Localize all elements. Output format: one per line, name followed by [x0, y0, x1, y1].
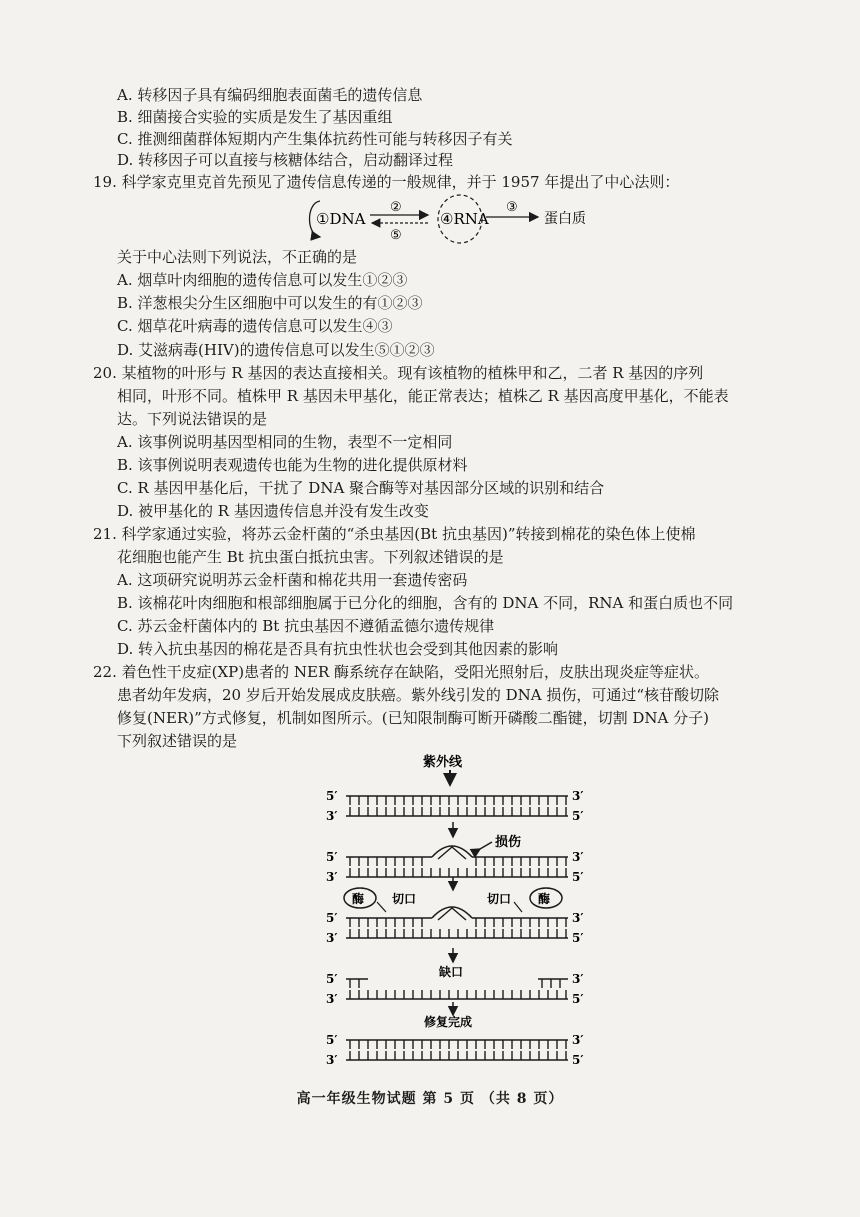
dna-stage-3-3prime-top: 3′: [572, 911, 584, 925]
q19-prompt: 关于中心法则下列说法，不正确的是: [117, 248, 358, 266]
damage-label: 损伤: [495, 835, 522, 850]
dna-stage-3-5prime-bottom: 5′: [572, 931, 584, 945]
dna-stage-4-5prime-top: 5′: [326, 972, 338, 986]
damage-pointer: [480, 842, 492, 849]
ner-repair-diagram: [320, 752, 590, 1070]
q21-option-b: B. 该棉花叶肉细胞和根部细胞属于已分化的细胞，含有的 DNA 不同，RNA 和蛋白质也不同: [117, 594, 734, 612]
q20-stem-3: 达。下列说法错误的是: [117, 410, 268, 428]
q18-option-d: D. 转移因子可以直接与核糖体结合，启动翻译过程: [117, 151, 454, 169]
q21-stem-1: 21. 科学家通过实验，将苏云金杆菌的“杀虫基因(Bt 抗虫基因)”转接到棉花的染色体上使棉: [93, 525, 696, 543]
protein-label: 蛋白质: [544, 211, 586, 227]
rna-label: ④RNA: [440, 210, 489, 228]
dna-stage-4-3prime-top: 3′: [572, 972, 584, 986]
q22-stem-1: 22. 着色性干皮症(XP)患者的 NER 酶系统存在缺陷，受阳光照射后，皮肤出现炎症等症状。: [93, 663, 710, 681]
dna-stage-3-3prime-bottom: 3′: [326, 931, 338, 945]
dna-stage-1-5prime-top: 5′: [326, 789, 338, 803]
q18-option-c: C. 推测细菌群体短期内产生集体抗药性可能与转移因子有关: [117, 130, 513, 148]
q19-option-a: A. 烟草叶肉细胞的遗传信息可以发生①②③: [117, 271, 408, 289]
dna-stage-5-3prime-bottom: 3′: [326, 1053, 338, 1067]
q19-stem: 19. 科学家克里克首先预见了遗传信息传递的一般规律，并于 1957 年提出了中心法则：: [93, 173, 680, 191]
dna-stage-5-5prime-top: 5′: [326, 1033, 338, 1047]
page-footer: 高一年级生物试题 第 5 页 （共 8 页）: [296, 1091, 564, 1107]
cut-right-pointer: [514, 902, 522, 912]
q19-option-d: D. 艾滋病毒(HIV)的遗传信息可以发生⑤①②③: [117, 341, 435, 359]
central-dogma-diagram: [300, 193, 630, 245]
q20-stem-1: 20. 某植物的叶形与 R 基因的表达直接相关。现有该植物的植株甲和乙，二者 R 基因的序列: [93, 364, 704, 382]
q18-option-b: B. 细菌接合实验的实质是发生了基因重组: [117, 108, 393, 126]
enzyme-left-label: 酶: [352, 892, 365, 906]
q22-stem-2: 患者幼年发病，20 岁后开始发展成皮肤癌。紫外线引发的 DNA 损伤，可通过“核苷酸切除: [117, 686, 720, 704]
cut-right-label: 切口: [487, 892, 512, 906]
uv-label: 紫外线: [423, 755, 463, 770]
q19-option-c: C. 烟草花叶病毒的遗传信息可以发生④③: [117, 317, 393, 335]
dna-stage-5-5prime-bottom: 5′: [572, 1053, 584, 1067]
q21-option-c: C. 苏云金杆菌体内的 Bt 抗虫基因不遵循孟德尔遗传规律: [117, 617, 495, 635]
arrow-bottom-label: ⑤: [390, 228, 402, 243]
dna-stage-3-5prime-top: 5′: [326, 911, 338, 925]
cut-left-label: 切口: [392, 892, 417, 906]
dna-stage-2-3prime-bottom: 3′: [326, 870, 338, 884]
done-label: 修复完成: [424, 1015, 473, 1029]
q19-option-b: B. 洋葱根尖分生区细胞中可以发生的有①②③: [117, 294, 423, 312]
q20-option-c: C. R 基因甲基化后，干扰了 DNA 聚合酶等对基因部分区域的识别和结合: [117, 479, 605, 497]
q22-stem-3: 修复(NER)”方式修复，机制如图所示。(已知限制酶可断开磷酸二酯键，切割 DNA 分子): [117, 709, 709, 727]
q18-option-a: A. 转移因子具有编码细胞表面菌毛的遗传信息: [117, 86, 423, 104]
arrow-top-label: ②: [390, 200, 402, 215]
q20-option-b: B. 该事例说明表观遗传也能为生物的进化提供原材料: [117, 456, 468, 474]
q20-option-d: D. 被甲基化的 R 基因遗传信息并没有发生改变: [117, 502, 429, 520]
q21-stem-2: 花细胞也能产生 Bt 抗虫蛋白抵抗虫害。下列叙述错误的是: [117, 548, 504, 566]
q20-stem-2: 相同，叶形不同。植株甲 R 基因未甲基化，能正常表达；植株乙 R 基因高度甲基化，不能表: [117, 387, 729, 405]
q20-option-a: A. 该事例说明基因型相同的生物，表型不一定相同: [117, 433, 453, 451]
q21-option-a: A. 这项研究说明苏云金杆菌和棉花共用一套遗传密码: [117, 571, 468, 589]
enzyme-right-label: 酶: [538, 892, 551, 906]
dna-label: ①DNA: [316, 210, 366, 228]
dna-stage-2-5prime-bottom: 5′: [572, 870, 584, 884]
dna-stage-1-3prime-bottom: 3′: [326, 809, 338, 823]
dna-stage-1-3prime-top: 3′: [572, 789, 584, 803]
dna-stage-5-3prime-top: 3′: [572, 1033, 584, 1047]
dna-stage-2-5prime-top: 5′: [326, 850, 338, 864]
q21-option-d: D. 转入抗虫基因的棉花是否具有抗虫性状也会受到其他因素的影响: [117, 640, 559, 658]
arrow-right-label: ③: [506, 200, 518, 215]
dna-stage-1-5prime-bottom: 5′: [572, 809, 584, 823]
gap-label: 缺口: [439, 965, 464, 979]
cut-left-pointer: [377, 902, 386, 912]
dna-stage-4-5prime-bottom: 5′: [572, 992, 584, 1006]
dna-stage-2-3prime-top: 3′: [572, 850, 584, 864]
q22-stem-4: 下列叙述错误的是: [117, 732, 238, 750]
dna-stage-4-3prime-bottom: 3′: [326, 992, 338, 1006]
